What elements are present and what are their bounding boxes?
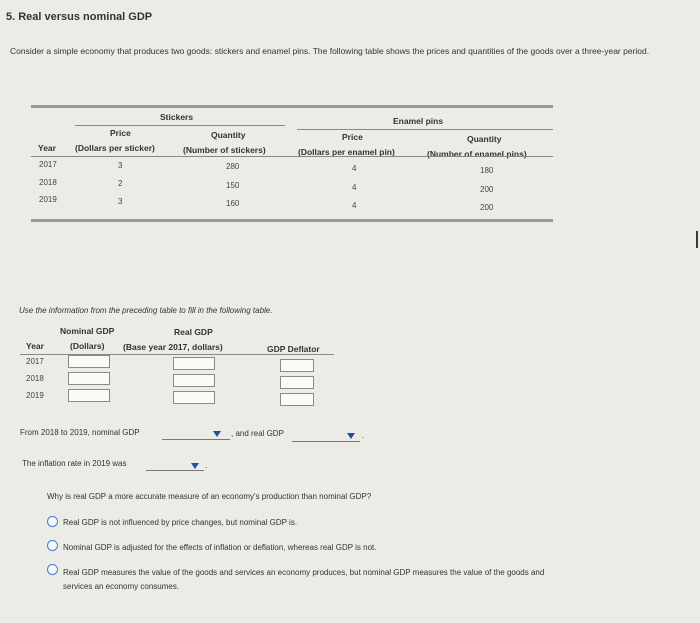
col-year-header: Year <box>38 143 56 153</box>
cell-year: 2017 <box>39 160 57 169</box>
sentence1-suffix: . <box>362 431 365 440</box>
nominal-gdp-change-dropdown[interactable] <box>162 439 230 440</box>
sentence2-prefix: The inflation rate in 2019 was <box>22 459 127 468</box>
mc-option-1-radio[interactable] <box>47 516 58 527</box>
fill-year-2018: 2018 <box>26 374 44 383</box>
chevron-down-icon[interactable] <box>347 433 355 439</box>
cell-sticker-price: 3 <box>118 161 123 170</box>
cell-sticker-price: 3 <box>118 197 123 206</box>
cell-pin-price: 4 <box>352 201 357 210</box>
col-sticker-qty-label: Quantity <box>211 130 246 140</box>
col-sticker-price-sub: (Dollars per sticker) <box>75 143 155 153</box>
cell-sticker-price: 2 <box>118 179 123 188</box>
col-pin-price-label: Price <box>342 132 363 142</box>
inflation-rate-dropdown[interactable] <box>146 470 204 471</box>
question-intro: Consider a simple economy that produces two goods: stickers and enamel pins. The following table shows the prices and quantities of the goods over a three-year period. <box>10 46 650 56</box>
sentence2-suffix: . <box>205 461 208 470</box>
pins-group-rule <box>297 129 553 130</box>
cell-sticker-qty: 160 <box>226 199 240 208</box>
group-header-enamel-pins: Enamel pins <box>393 116 444 126</box>
cell-year: 2018 <box>39 178 57 187</box>
fill-instruction: Use the information from the preceding table to fill in the following table. <box>19 306 273 315</box>
col-nominal-sub: (Dollars) <box>70 341 105 351</box>
cell-pin-qty: 200 <box>480 185 494 194</box>
chevron-down-icon[interactable] <box>213 431 221 437</box>
gdp-deflator-2018-input[interactable] <box>280 376 314 389</box>
col-pin-price-sub: (Dollars per enamel pin) <box>298 147 395 157</box>
stickers-group-rule <box>75 125 285 126</box>
nominal-gdp-2018-input[interactable] <box>68 372 110 385</box>
real-gdp-change-dropdown[interactable] <box>292 441 360 442</box>
nominal-gdp-2017-input[interactable] <box>68 355 110 368</box>
cell-pin-price: 4 <box>352 164 357 173</box>
real-gdp-2018-input[interactable] <box>173 374 215 387</box>
col-nominal-label: Nominal GDP <box>60 326 115 336</box>
table-bottom-rule <box>31 219 553 222</box>
col-real-sub: (Base year 2017, dollars) <box>123 342 223 352</box>
fill-year-2019: 2019 <box>26 391 44 400</box>
fill-year-2017: 2017 <box>26 357 44 366</box>
col-pin-qty-label: Quantity <box>467 134 502 144</box>
cell-year: 2019 <box>39 195 57 204</box>
header-bottom-rule <box>31 156 553 157</box>
scroll-edge-marker <box>696 231 698 248</box>
mc-option-2-label[interactable]: Nominal GDP is adjusted for the effects of inflation or deflation, whereas real GDP is not. <box>63 543 377 552</box>
mc-option-2-radio[interactable] <box>47 540 58 551</box>
mc-option-3-label-cont[interactable]: services an economy consumes. <box>63 582 180 591</box>
cell-sticker-qty: 280 <box>226 162 240 171</box>
gdp-deflator-2017-input[interactable] <box>280 359 314 372</box>
question-title: 5. Real versus nominal GDP <box>6 11 153 23</box>
mc-option-3-radio[interactable] <box>47 564 58 575</box>
sentence1-middle: , and real GDP <box>231 429 284 438</box>
nominal-gdp-2019-input[interactable] <box>68 389 110 402</box>
real-gdp-2019-input[interactable] <box>173 391 215 404</box>
col-sticker-qty-sub: (Number of stickers) <box>183 145 266 155</box>
real-gdp-2017-input[interactable] <box>173 357 215 370</box>
group-header-stickers: Stickers <box>160 112 194 122</box>
gdp-deflator-2019-input[interactable] <box>280 393 314 406</box>
mc-option-3-label[interactable]: Real GDP measures the value of the goods and services an economy produces, but nominal GDP measures the value of the goods and <box>63 568 545 577</box>
col-pin-qty-sub: (Number of enamel pins) <box>427 149 527 159</box>
cell-pin-qty: 200 <box>480 203 494 212</box>
col-deflator-header: GDP Deflator <box>267 344 320 354</box>
col-real-label: Real GDP <box>174 327 213 337</box>
col-sticker-price-label: Price <box>110 128 131 138</box>
cell-pin-qty: 180 <box>480 166 494 175</box>
mc-question: Why is real GDP a more accurate measure of an economy's production than nominal GDP? <box>47 492 372 501</box>
cell-sticker-qty: 150 <box>226 181 240 190</box>
cell-pin-price: 4 <box>352 183 357 192</box>
col-year-header: Year <box>26 341 44 351</box>
mc-option-1-label[interactable]: Real GDP is not influenced by price changes, but nominal GDP is. <box>63 518 298 527</box>
table-top-rule <box>31 105 553 108</box>
chevron-down-icon[interactable] <box>191 463 199 469</box>
sentence1-prefix: From 2018 to 2019, nominal GDP <box>20 428 140 437</box>
